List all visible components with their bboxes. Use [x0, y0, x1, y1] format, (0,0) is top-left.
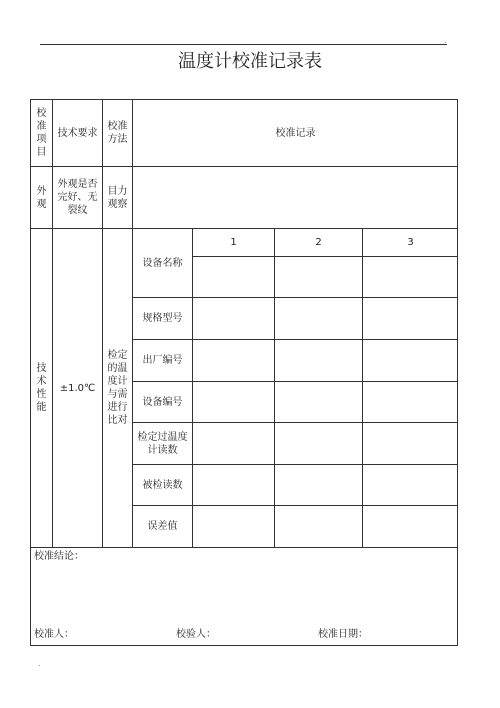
record-label-device-number: 设备编号	[142, 396, 183, 408]
record-label-cell	[133, 298, 192, 339]
performance-item-cell	[31, 229, 52, 547]
record-label-device-name: 设备名称	[142, 257, 183, 269]
device-column-1-label: 1	[230, 237, 237, 248]
header-requirement-cell	[53, 100, 102, 166]
header-method: 校准方法	[107, 121, 128, 145]
col-divider-device-2	[362, 228, 363, 547]
device-column-3	[363, 229, 458, 256]
col-divider-device-1	[274, 228, 275, 547]
performance-item: 技术性能	[36, 363, 47, 413]
header-item: 校准项目	[36, 108, 47, 158]
header-corner-mark: .	[444, 36, 447, 45]
appearance-item: 外观	[36, 185, 47, 210]
record-label-cell	[133, 506, 192, 547]
header-record-cell	[133, 100, 458, 166]
appearance-item-cell	[31, 167, 52, 228]
appearance-method-cell	[103, 167, 132, 228]
row-divider-performance	[30, 547, 458, 548]
date-label: 校准日期：	[318, 629, 368, 640]
record-label-cell	[133, 340, 192, 381]
header-item-cell	[31, 100, 52, 166]
device-column-1	[193, 229, 274, 256]
bottom-mark: .	[38, 659, 41, 668]
record-label-serial: 出厂编号	[142, 355, 183, 366]
conclusion-label: 校准结论：	[34, 551, 84, 562]
device-column-2-label: 2	[315, 237, 322, 248]
row-divider-device-cols	[192, 256, 458, 257]
appearance-requirement: 外观是否完好、无裂纹	[57, 179, 98, 216]
calibrator-label: 校准人：	[34, 629, 74, 640]
header-rule	[40, 44, 447, 45]
record-label-cell	[133, 229, 192, 297]
col-divider-record-label	[192, 228, 193, 547]
performance-requirement: ±1.0℃	[59, 382, 96, 394]
header-requirement: 技术要求	[57, 127, 98, 139]
page-title: 温度计校准记录表	[178, 51, 322, 72]
record-label-error: 误差值	[147, 521, 178, 532]
record-label-model: 规格型号	[142, 313, 183, 324]
record-label-tested-reading: 被检读数	[142, 479, 183, 491]
record-label-reference-reading: 检定过温度计读数	[137, 431, 188, 456]
header-record: 校准记录	[275, 127, 316, 139]
device-column-3-label: 3	[407, 237, 414, 248]
record-label-cell	[133, 382, 192, 422]
appearance-method: 目力观察	[107, 185, 128, 210]
device-column-2	[275, 229, 362, 256]
verifier-label: 校验人：	[176, 629, 216, 640]
performance-requirement-cell	[53, 229, 102, 547]
record-label-cell	[133, 465, 192, 505]
appearance-requirement-cell	[53, 167, 102, 228]
record-label-cell	[133, 423, 192, 464]
header-method-cell	[103, 100, 132, 166]
performance-method: 检定的温度计与需进行比对	[107, 350, 128, 426]
performance-method-cell	[103, 229, 132, 547]
